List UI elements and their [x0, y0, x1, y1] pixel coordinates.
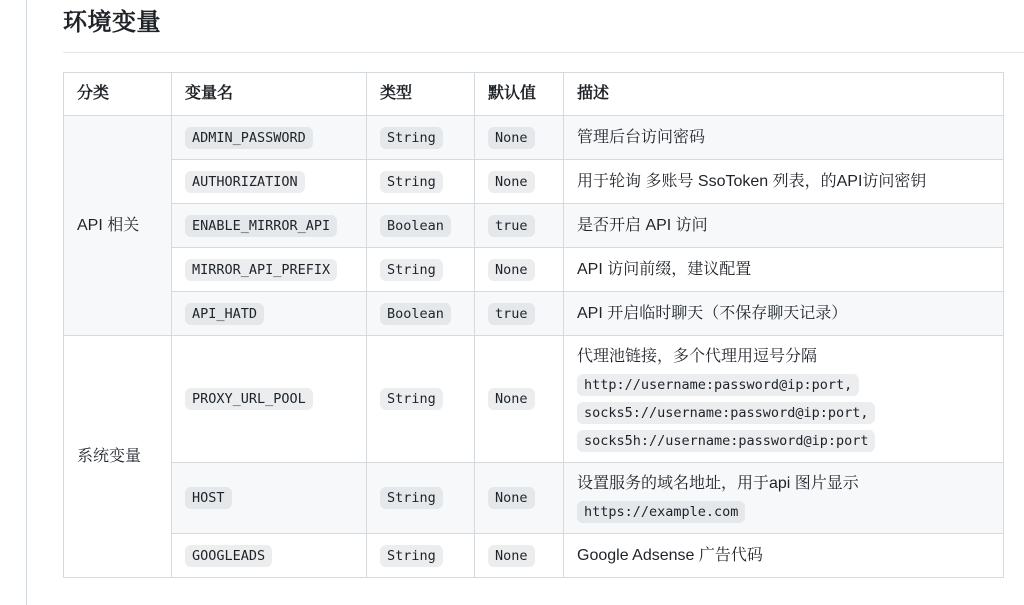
- code-example: socks5h://username:password@ip:port: [577, 430, 875, 452]
- env-variables-table: [63, 72, 1004, 578]
- table-row: [64, 463, 1004, 534]
- variable-badge: AUTHORIZATION: [185, 171, 305, 193]
- header-default: 默认值: [475, 73, 564, 116]
- description-cell: [564, 336, 1004, 463]
- default-badge: None: [488, 487, 535, 509]
- description-cell: API 访问前缀，建议配置: [564, 248, 1004, 292]
- default-badge: true: [488, 303, 535, 325]
- type-badge: String: [380, 127, 443, 149]
- type-badge: Boolean: [380, 303, 451, 325]
- table-row: [64, 160, 1004, 204]
- default-badge: None: [488, 388, 535, 410]
- header-variable: 变量名: [172, 73, 367, 116]
- default-badge: None: [488, 259, 535, 281]
- page-left-border: [26, 0, 27, 605]
- table-row: [64, 204, 1004, 248]
- variable-badge: ADMIN_PASSWORD: [185, 127, 313, 149]
- description-cell: 用于轮询 多账号 SsoToken 列表，的API访问密钥: [564, 160, 1004, 204]
- default-badge: None: [488, 171, 535, 193]
- description-text: 设置服务的域名地址，用于api 图片显示: [577, 475, 859, 492]
- default-badge: None: [488, 127, 535, 149]
- description-cell: API 开启临时聊天（不保存聊天记录）: [564, 292, 1004, 336]
- variable-badge: PROXY_URL_POOL: [185, 388, 313, 410]
- type-badge: String: [380, 171, 443, 193]
- type-badge: String: [380, 388, 443, 410]
- code-example: https://example.com: [577, 501, 745, 523]
- type-badge: String: [380, 545, 443, 567]
- category-cell-system: 系统变量: [64, 336, 172, 578]
- table-row: [64, 534, 1004, 578]
- variable-badge: API_HATD: [185, 303, 264, 325]
- description-cell: [564, 463, 1004, 534]
- description-text: 代理池链接，多个代理用逗号分隔: [577, 348, 818, 365]
- type-badge: String: [380, 487, 443, 509]
- default-badge: None: [488, 545, 535, 567]
- variable-badge: GOOGLEADS: [185, 545, 272, 567]
- variable-badge: ENABLE_MIRROR_API: [185, 215, 337, 237]
- type-badge: Boolean: [380, 215, 451, 237]
- table-row: [64, 248, 1004, 292]
- type-badge: String: [380, 259, 443, 281]
- table-row: [64, 336, 1004, 463]
- variable-badge: MIRROR_API_PREFIX: [185, 259, 337, 281]
- code-example: socks5://username:password@ip:port,: [577, 402, 875, 424]
- page-title: 环境变量: [63, 8, 1024, 53]
- description-cell: 是否开启 API 访问: [564, 204, 1004, 248]
- header-type: 类型: [367, 73, 475, 116]
- code-example: http://username:password@ip:port,: [577, 374, 859, 396]
- category-cell-api: API 相关: [64, 116, 172, 336]
- table-row: [64, 116, 1004, 160]
- default-badge: true: [488, 215, 535, 237]
- header-category: 分类: [64, 73, 172, 116]
- description-cell: Google Adsense 广告代码: [564, 534, 1004, 578]
- description-cell: 管理后台访问密码: [564, 116, 1004, 160]
- document-content: [63, 8, 1024, 578]
- variable-badge: HOST: [185, 487, 232, 509]
- table-row: [64, 292, 1004, 336]
- table-header-row: [64, 73, 1004, 116]
- header-description: 描述: [564, 73, 1004, 116]
